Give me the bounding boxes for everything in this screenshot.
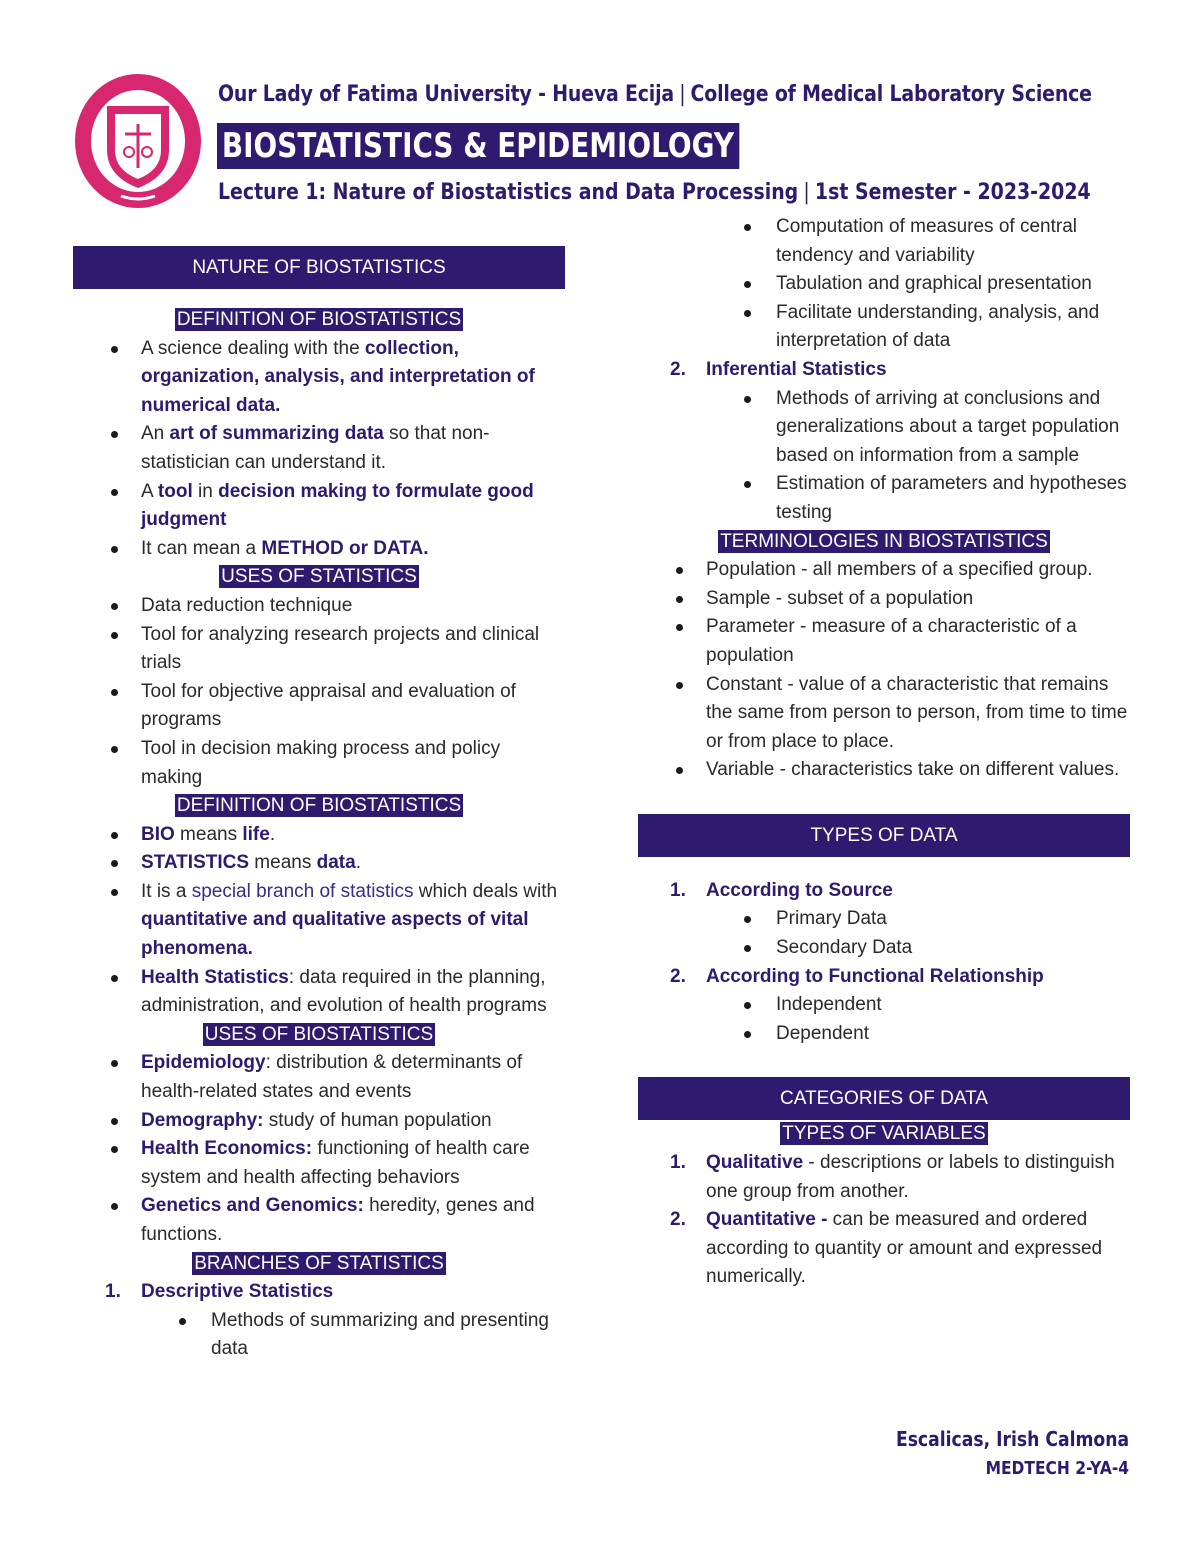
list-item: 2. According to Functional Relationship: [670, 965, 1044, 987]
types-of-data-list-2: [638, 963, 1130, 992]
list-item: It is a special branch of statistics which deals with quantitative and qualitative aspects of vital phenomena.: [73, 878, 565, 964]
list-item: Sample - subset of a population: [638, 585, 1130, 614]
branches-list-continued: [638, 356, 1130, 385]
list-item: BIO means life.: [73, 821, 565, 850]
header-separator: |: [679, 82, 686, 107]
uses-list: [73, 592, 565, 792]
list-item: STATISTICS means data.: [73, 849, 565, 878]
list-item: It can mean a METHOD or DATA.: [73, 535, 565, 564]
list-item: Constant - value of a characteristic that remains the same from person to person, from time to time or from place to place.: [638, 671, 1130, 757]
list-item: Secondary Data: [638, 934, 1130, 963]
list-item: Population - all members of a specified group.: [638, 556, 1130, 585]
list-item: Health Economics: functioning of health care system and health affecting behaviors: [73, 1135, 565, 1192]
heading-types-of-variables: TYPES OF VARIABLES: [782, 1123, 986, 1145]
definition-list: [73, 335, 565, 564]
biostat-uses-list: [73, 1049, 565, 1249]
list-item: 1. According to Source: [670, 879, 893, 901]
list-item: Methods of arriving at conclusions and generalizations about a target population based on information from a sample: [638, 385, 1130, 471]
list-item: Health Statistics: data required in the planning, administration, and evolution of health programs: [73, 964, 565, 1021]
source-sublist: [638, 905, 1130, 962]
list-item: Tool in decision making process and policy making: [73, 735, 565, 792]
descriptive-sublist: [73, 1307, 565, 1364]
terminologies-list: [638, 556, 1130, 785]
university-name: Our Lady of Fatima University - Hueva Ecija: [218, 82, 675, 107]
inferential-sublist: [638, 385, 1130, 528]
lecture-separator: |: [803, 180, 810, 205]
author-name: Escalicas, Irish Calmona: [895, 1427, 1129, 1451]
heading-terminologies: TERMINOLOGIES IN BIOSTATISTICS: [720, 530, 1048, 552]
heading-branches-of-statistics: BRANCHES OF STATISTICS: [194, 1252, 444, 1274]
list-item: Genetics and Genomics: heredity, genes and functions.: [73, 1192, 565, 1249]
variables-list: [638, 1149, 1130, 1292]
lecture-title: Lecture 1: Nature of Biostatistics and Data Processing: [218, 180, 799, 205]
section-types-of-data: TYPES OF DATA: [638, 814, 1130, 857]
branches-list: [73, 1278, 565, 1307]
list-item: Facilitate understanding, analysis, and interpretation of data: [638, 299, 1130, 356]
descriptive-sublist-continued: [638, 213, 1130, 356]
section-categories-of-data: CATEGORIES OF DATA: [638, 1077, 1130, 1120]
list-item: Data reduction technique: [73, 592, 565, 621]
list-item: Tool for objective appraisal and evaluation of programs: [73, 678, 565, 735]
list-item: 2. Quantitative - can be measured and ordered according to quantity or amount and expressed numerically.: [670, 1209, 1103, 1288]
author-block: [858, 1424, 1129, 1484]
list-item: Demography: study of human population: [73, 1107, 565, 1136]
heading-definition: DEFINITION OF BIOSTATISTICS: [176, 309, 462, 330]
list-item: Computation of measures of central tendency and variability: [638, 213, 1130, 270]
heading-definition-2: DEFINITION OF BIOSTATISTICS: [176, 795, 462, 817]
list-item: Independent: [638, 991, 1130, 1020]
author-section: MEDTECH 2-YA-4: [985, 1458, 1129, 1479]
heading-uses-of-biostatistics: USES OF BIOSTATISTICS: [204, 1023, 434, 1045]
header-institution: [218, 82, 1092, 107]
course-title: BIOSTATISTICS & EPIDEMIOLOGY: [217, 123, 739, 169]
list-item: 2. Inferential Statistics: [670, 358, 887, 380]
list-item: Parameter - measure of a characteristic of a population: [638, 613, 1130, 670]
list-item: Dependent: [638, 1020, 1130, 1049]
right-column: [638, 213, 1130, 1292]
list-item: An art of summarizing data so that non-statistician can understand it.: [73, 420, 565, 477]
list-item: Variable - characteristics take on different values.: [638, 756, 1130, 785]
lecture-line: [218, 180, 1091, 205]
heading-uses-of-statistics: USES OF STATISTICS: [221, 566, 417, 588]
relationship-sublist: [638, 991, 1130, 1048]
list-item: 1. Qualitative - descriptions or labels to distinguish one group from another.: [670, 1152, 1115, 1202]
college-name: College of Medical Laboratory Science: [690, 82, 1092, 107]
list-item: Methods of summarizing and presenting data: [73, 1307, 565, 1364]
list-item: A tool in decision making to formulate good judgment: [73, 478, 565, 535]
list-item: A science dealing with the collection, organization, analysis, and interpretation of numerical data.: [73, 335, 565, 421]
definition-list-2: [73, 821, 565, 1021]
list-item: 1. Descriptive Statistics: [105, 1281, 334, 1303]
list-item: Tool for analyzing research projects and clinical trials: [73, 621, 565, 678]
semester: 1st Semester - 2023-2024: [814, 180, 1091, 205]
section-nature-of-biostatistics: NATURE OF BIOSTATISTICS: [73, 246, 565, 289]
university-seal-icon: [73, 72, 203, 210]
list-item: Epidemiology: distribution & determinants of health-related states and events: [73, 1049, 565, 1106]
list-item: Estimation of parameters and hypotheses testing: [638, 470, 1130, 527]
list-item: Primary Data: [638, 905, 1130, 934]
types-of-data-list: [638, 877, 1130, 906]
left-column: [73, 246, 565, 1364]
list-item: Tabulation and graphical presentation: [638, 270, 1130, 299]
